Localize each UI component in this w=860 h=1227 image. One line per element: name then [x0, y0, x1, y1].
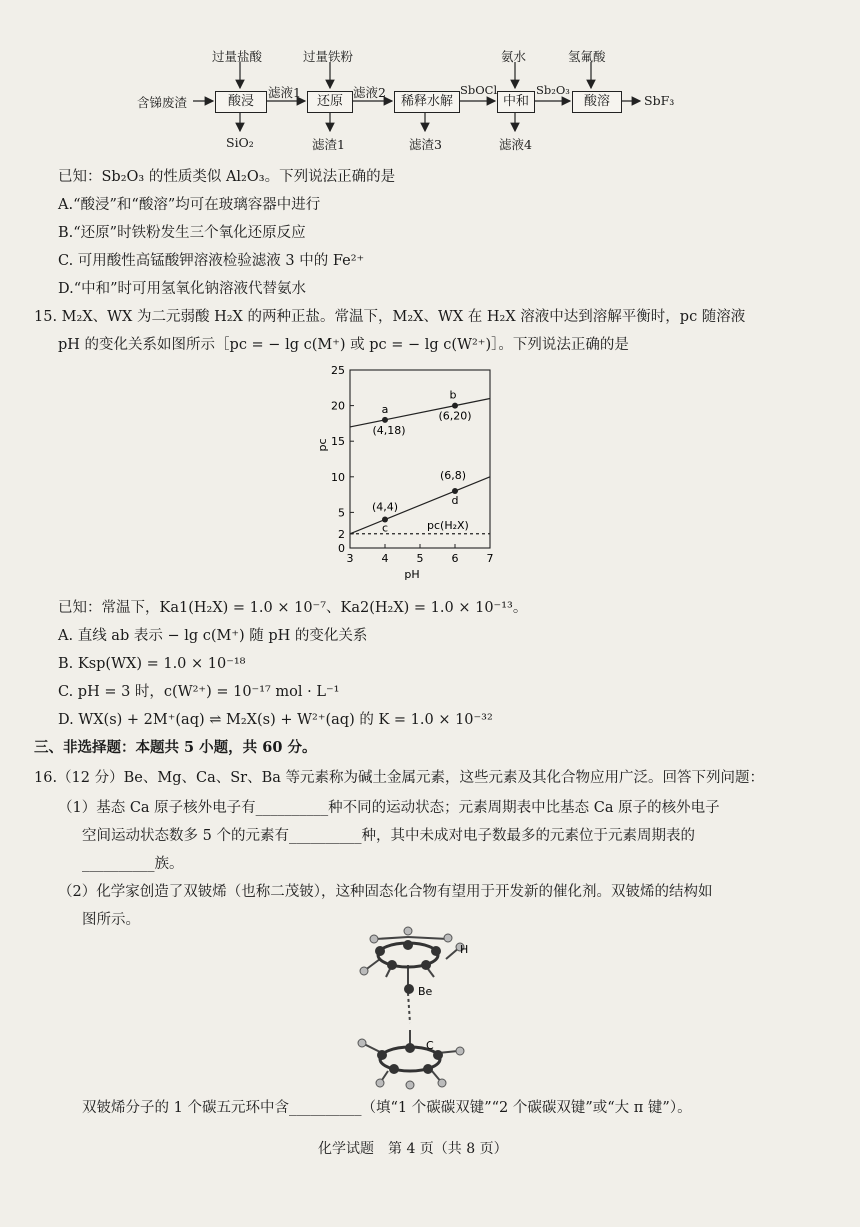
q15-stem-line2: pH 的变化关系如图所示［pc = − lg c(M⁺) 或 pc = − lg c(W²⁺)］。下列说法正确的是 — [58, 337, 629, 353]
page-footer: 化学试题 第 4 页（共 8 页） — [318, 1141, 508, 1157]
flow-box-acid-leach: 酸浸 — [215, 91, 267, 113]
y-tick-label: 5 — [338, 506, 345, 520]
series-label: pc(H₂X) — [427, 518, 469, 532]
q16-part2-line1: （2）化学家创造了双铍烯（也称二茂铍），这种固态化合物有望用于开发新的催化剂。双铍烯的结构如 — [58, 884, 713, 900]
reagent-ammonia: 氨水 — [501, 49, 527, 64]
q15-option-a: A. 直线 ab 表示 − lg c(M⁺) 随 pH 的变化关系 — [58, 628, 368, 644]
q15-option-b: B. Ksp(WX) = 1.0 × 10⁻¹⁸ — [58, 656, 246, 672]
y-tick-label: 2 — [338, 527, 345, 541]
reagent-hcl: 过量盐酸 — [212, 49, 263, 64]
x-tick-label: 6 — [451, 552, 459, 565]
q16-stem: 16.（12 分）Be、Mg、Ca、Sr、Ba 等元素称为碱土金属元素，这些元素及其化合物应用广泛。回答下列问题： — [34, 770, 764, 786]
reagent-iron: 过量铁粉 — [303, 49, 354, 64]
mol-label-c: C — [426, 1039, 434, 1052]
x-tick-label: 7 — [486, 552, 494, 565]
y-axis-label: pc — [316, 438, 329, 452]
q14-known: 已知：Sb₂O₃ 的性质类似 Al₂O₃。下列说法正确的是 — [58, 169, 396, 185]
mol-label-h: H — [460, 943, 469, 956]
output-sio2: SiO₂ — [226, 135, 254, 150]
point-label-c: c — [381, 521, 389, 535]
x-tick-label: 5 — [416, 552, 424, 565]
q16-part1-line3: __________族。 — [82, 856, 184, 872]
reagent-hf: 氢氟酸 — [568, 49, 606, 64]
y-tick-label: 0 — [338, 542, 345, 555]
mid-label-3: SbOCl — [460, 83, 498, 97]
flow-box-hydrolysis: 稀释水解 — [394, 91, 460, 113]
q15-option-c: C. pH = 3 时，c(W²⁺) = 10⁻¹⁷ mol · L⁻¹ — [58, 684, 340, 700]
y-tick-label: 15 — [331, 435, 345, 449]
q14-option-c: C. 可用酸性高锰酸钾溶液检验滤液 3 中的 Fe²⁺ — [58, 253, 365, 269]
q14-option-a: A.“酸浸”和“酸溶”均可在玻璃容器中进行 — [58, 197, 321, 213]
x-axis-label: pH — [404, 568, 420, 581]
x-tick-label: 3 — [346, 552, 354, 565]
q15-option-d: D. WX(s) + 2M⁺(aq) ⇌ M₂X(s) + W²⁺(aq) 的 K = 1.0 × 10⁻³² — [58, 712, 493, 728]
x-tick-label: 4 — [381, 552, 389, 565]
chart-svg — [300, 360, 520, 585]
output-filtrate4: 滤液4 — [499, 137, 532, 152]
y-tick-label: 25 — [331, 364, 345, 377]
flow-start: 含锑废渣 — [137, 95, 188, 110]
point-coord-c: (4,4) — [371, 500, 399, 514]
q14-option-b: B.“还原”时铁粉发生三个氧化还原反应 — [58, 225, 306, 241]
mid-label-1: 滤液1 — [268, 85, 301, 100]
output-residue1: 滤渣1 — [312, 137, 345, 152]
flow-box-neutralize: 中和 — [497, 91, 535, 113]
q16-part1-line2: 空间运动状态数多 5 个的元素有__________种，其中未成对电子数最多的元素位于元素周期表的 — [82, 828, 695, 844]
y-tick-label: 10 — [331, 470, 345, 484]
molecule-image — [350, 925, 480, 1090]
point-coord-d: (6,8) — [439, 469, 467, 483]
q15-stem-line1: 15. M₂X、WX 为二元弱酸 H₂X 的两种正盐。常温下，M₂X、WX 在 H₂X 溶液中达到溶解平衡时，pc 随溶液 — [34, 309, 746, 325]
q16-part1-line1: （1）基态 Ca 原子核外电子有__________种不同的运动状态；元素周期表中比基态 Ca 原子的核外电子 — [58, 800, 720, 816]
flow-box-acid-dissolve: 酸溶 — [572, 91, 622, 113]
point-b — [452, 403, 458, 409]
q15-known: 已知：常温下，Ka1(H₂X) = 1.0 × 10⁻⁷、Ka2(H₂X) = 1.0 × 10⁻¹³。 — [58, 600, 528, 616]
point-a — [382, 417, 388, 423]
mid-label-4: Sb₂O₃ — [536, 83, 570, 97]
section-3-heading: 三、非选择题：本题共 5 小题，共 60 分。 — [34, 739, 317, 756]
mol-label-be: Be — [418, 985, 433, 998]
flow-product: SbF₃ — [644, 93, 675, 108]
mid-label-2: 滤液2 — [353, 85, 386, 100]
q14-option-d: D.“中和”时可用氢氧化钠溶液代替氨水 — [58, 281, 307, 297]
output-residue3: 滤渣3 — [409, 137, 442, 152]
flow-box-reduce: 还原 — [307, 91, 353, 113]
point-label-d: d — [451, 494, 459, 508]
q16-part2-line2: 图所示。 — [82, 912, 140, 928]
point-label-b: b — [449, 388, 457, 402]
q16-part2-line3: 双铍烯分子的 1 个碳五元环中含__________（填“1 个碳碳双键”“2 个碳碳双键”或“大 π 键”）。 — [82, 1100, 692, 1116]
point-coord-b: (6,20) — [438, 409, 472, 423]
y-tick-label: 20 — [331, 399, 345, 413]
point-label-a: a — [381, 402, 389, 416]
plot-frame — [350, 370, 490, 548]
point-coord-a: (4,18) — [372, 423, 406, 437]
